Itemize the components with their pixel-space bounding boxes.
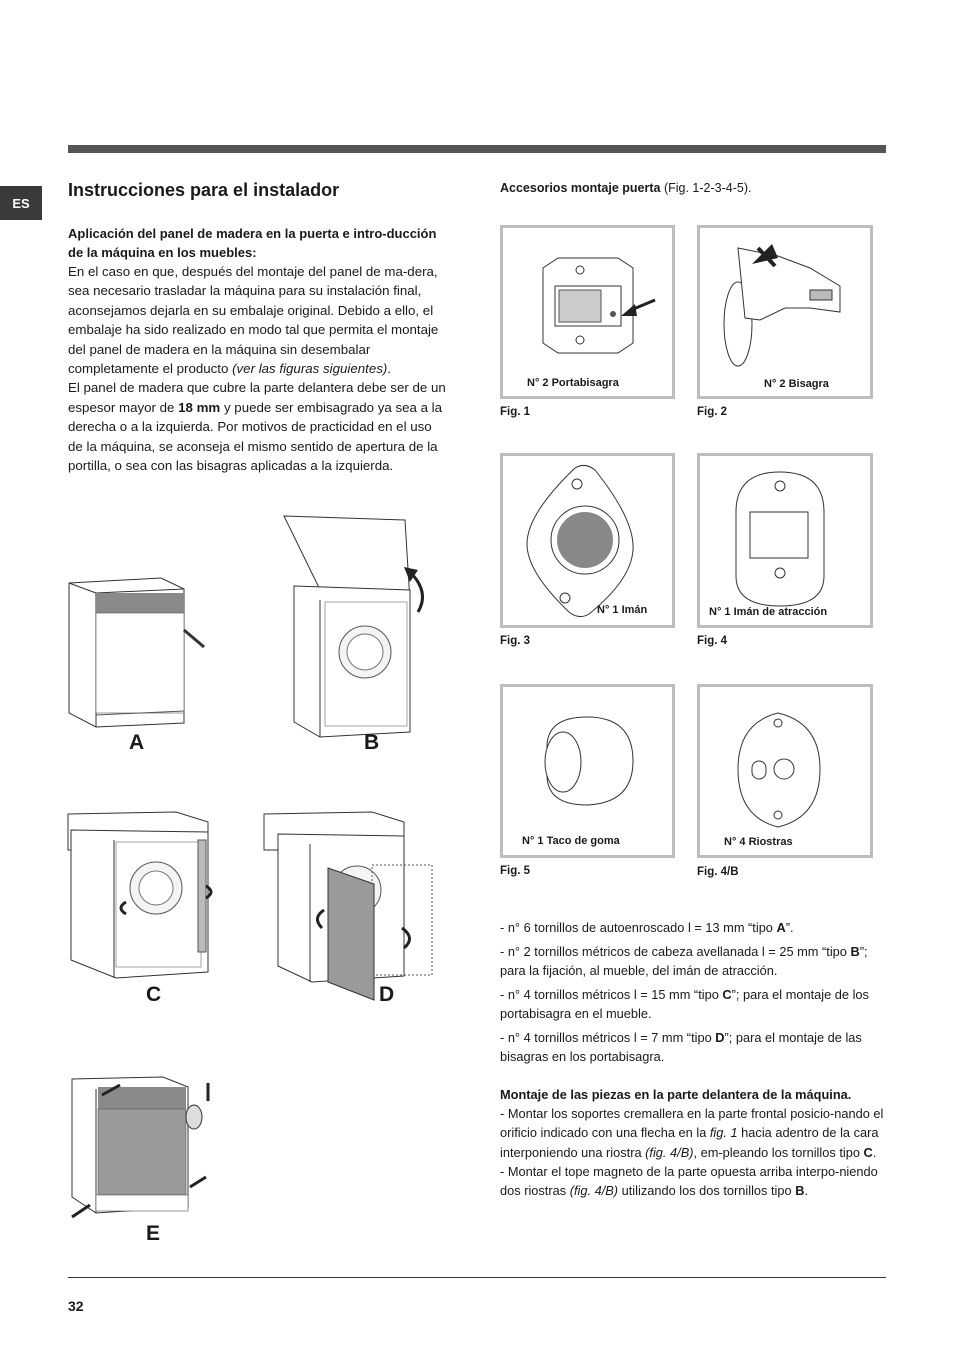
step2-bold: B bbox=[795, 1183, 805, 1199]
step2-italic: (fig. 4/B) bbox=[569, 1183, 619, 1199]
assembly-step-2 bbox=[500, 1162, 886, 1200]
section-title: Instrucciones para el instalador bbox=[68, 180, 340, 200]
screw-item-rest: ”. bbox=[785, 920, 794, 935]
para2-bold: 18 mm bbox=[178, 399, 221, 415]
step1-italic: fig. 1 bbox=[709, 1125, 738, 1141]
screw-item-type: A bbox=[776, 920, 786, 935]
figure-4b-caption: Fig. 4/B bbox=[697, 866, 739, 878]
figure-4b-box bbox=[697, 684, 873, 858]
spacer-drawing bbox=[700, 687, 870, 855]
screw-item-rest: ”; para el montaje de las bisagras en los portabisagra. bbox=[500, 1030, 862, 1064]
screw-item-text: - n° 6 tornillos de autoenroscado l = 13 mm “tipo bbox=[500, 920, 777, 935]
step1-end: . bbox=[872, 1144, 877, 1160]
para2-rest: y puede ser embisagrado ya sea a la derecha o a la izquierda. Por motivos de practicidad en el uso de la máquina, se aconseja el mismo sentido de apertura de la portilla, o sea con las bisagras aplicadas a la izquierda. bbox=[68, 399, 443, 474]
hinge-holder-drawing bbox=[503, 228, 672, 396]
accessories-heading-rest: (Fig. 1-2-3-4-5). bbox=[660, 181, 752, 195]
step1-bold: C bbox=[863, 1144, 873, 1160]
para2-text: El panel de madera que cubre la parte delantera debe ser de un espesor mayor de bbox=[68, 380, 446, 415]
figure-4-label: N° 1 Imán de atracción bbox=[709, 606, 828, 618]
figure-4-box bbox=[697, 453, 873, 628]
intro-text bbox=[68, 262, 450, 475]
subheading: Aplicación del panel de madera en la puerta e intro-ducción de la máquina en los muebles: bbox=[68, 226, 437, 260]
step1-text-b: hacia adentro de la cara interponiendo una riostra bbox=[500, 1125, 879, 1160]
screw-item-type: B bbox=[850, 944, 860, 959]
para1-text: En el caso en que, después del montaje del panel de ma-dera, sea necesario trasladar la máquina para su instalación final, aconsejamos dejarla en su embalaje original. Debido a ello, el embalaje ha sido realizado en modo tal que permita el montaje del panel de madera en la máquina sin desembalar completamente el producto bbox=[68, 264, 439, 377]
step1-text-c: , em-pleando los tornillos tipo bbox=[693, 1144, 864, 1160]
step-e-letter: E bbox=[146, 1222, 161, 1245]
step2-text: - Montar el tope magneto de la parte opuesta arriba interpo-niendo dos riostras bbox=[500, 1163, 878, 1199]
language-code: ES bbox=[12, 195, 30, 211]
figure-5-box bbox=[500, 684, 675, 858]
accessories-heading bbox=[500, 181, 751, 195]
language-tab bbox=[0, 186, 42, 220]
screw-item-rest: ”; para la fijación, al mueble, del imán de atracción. bbox=[500, 944, 868, 978]
assembly-step-1 bbox=[500, 1104, 886, 1162]
step-e-illustration bbox=[68, 1075, 218, 1235]
screw-item-type: D bbox=[715, 1030, 725, 1045]
figure-3-caption: Fig. 3 bbox=[500, 635, 531, 647]
figure-1-caption: Fig. 1 bbox=[500, 406, 531, 418]
screw-item-type: C bbox=[722, 987, 732, 1002]
figure-3-box bbox=[500, 453, 675, 628]
figure-2-caption: Fig. 2 bbox=[697, 406, 728, 418]
figure-2-label: N° 2 Bisagra bbox=[764, 378, 829, 390]
step-b-letter: B bbox=[364, 731, 380, 754]
magnet-drawing bbox=[503, 456, 672, 625]
step-a-letter: A bbox=[129, 731, 145, 754]
screw-item-text: - n° 4 tornillos métricos l = 15 mm “tipo bbox=[500, 987, 723, 1002]
figure-2-box bbox=[697, 225, 873, 399]
screw-item bbox=[500, 1028, 886, 1066]
accessories-heading-bold: Accesorios montaje puerta bbox=[500, 181, 661, 195]
top-rule bbox=[68, 145, 886, 153]
figure-3-label: N° 1 Imán bbox=[597, 604, 648, 616]
page-number: 32 bbox=[68, 1298, 84, 1314]
screw-item bbox=[500, 985, 886, 1023]
attraction-magnet-drawing bbox=[700, 456, 870, 625]
figure-4b-label: N° 4 Riostras bbox=[724, 836, 793, 848]
figure-4-caption: Fig. 4 bbox=[697, 635, 728, 647]
assembly-section bbox=[500, 1085, 886, 1200]
step2-end: . bbox=[804, 1183, 808, 1199]
step-c-illustration bbox=[66, 810, 226, 990]
figure-5-caption: Fig. 5 bbox=[500, 865, 531, 877]
para1-end: . bbox=[387, 361, 391, 377]
figure-1-label: N° 2 Portabisagra bbox=[527, 377, 619, 389]
step-b-illustration bbox=[280, 512, 440, 742]
rubber-stopper-drawing bbox=[503, 687, 672, 855]
bottom-rule bbox=[68, 1277, 886, 1278]
figure-5-label: N° 1 Taco de goma bbox=[522, 835, 620, 847]
screw-item-text: - n° 4 tornillos métricos l = 7 mm “tipo bbox=[500, 1030, 716, 1045]
step2-text-b: utilizando los dos tornillos tipo bbox=[618, 1183, 796, 1199]
step-d-letter: D bbox=[379, 983, 395, 1006]
step-d-illustration bbox=[262, 810, 442, 1010]
step1-italic-2: (fig. 4/B) bbox=[645, 1144, 694, 1160]
figure-1-box bbox=[500, 225, 675, 399]
screw-item bbox=[500, 942, 886, 980]
step1-text: - Montar los soportes cremallera en la parte frontal posicio-nando el orificio indicado con una flecha en la bbox=[500, 1106, 884, 1141]
paragraph-2 bbox=[68, 378, 450, 475]
hinge-drawing bbox=[700, 228, 870, 396]
step-c-letter: C bbox=[146, 983, 162, 1006]
screw-item-text: - n° 2 tornillos métricos de cabeza avellanada l = 25 mm “tipo bbox=[500, 944, 851, 959]
assembly-heading: Montaje de las piezas en la parte delantera de la máquina. bbox=[500, 1087, 852, 1102]
paragraph-1 bbox=[68, 262, 450, 378]
screw-list bbox=[500, 918, 886, 1071]
screw-item bbox=[500, 918, 886, 937]
step-a-illustration bbox=[66, 575, 216, 735]
screw-item-rest: ”; para el montaje de los portabisagra en el mueble. bbox=[500, 987, 869, 1021]
para1-italic: (ver las figuras siguientes) bbox=[232, 361, 388, 377]
